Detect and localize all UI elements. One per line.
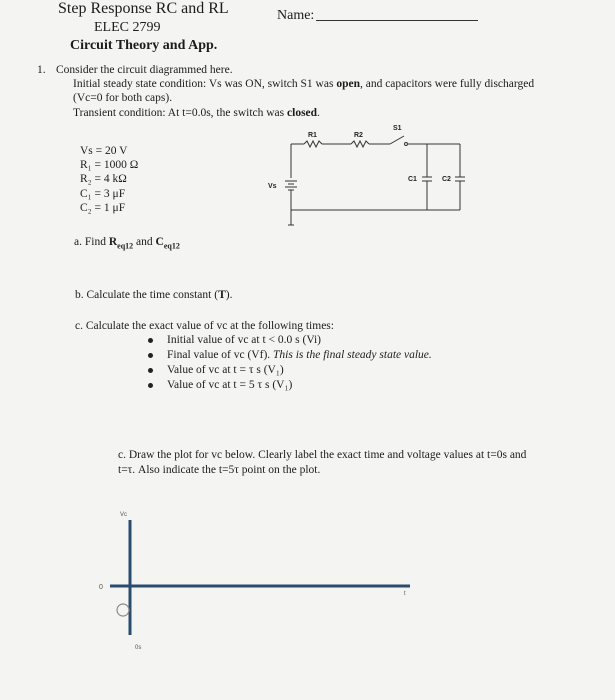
- plot-instruction-1: c. Draw the plot for vc below. Clearly label the exact time and voltage values at t=0s and: [118, 449, 527, 461]
- bullet-2: [148, 349, 432, 361]
- param-r2: R₂ = 4 kΩ: [80, 173, 127, 185]
- part-a-and: and: [136, 236, 153, 248]
- cursor-circle-icon: [117, 604, 129, 616]
- part-a-req-sub: eq12: [117, 241, 134, 251]
- param-c1: C₁ = 3 μF: [80, 188, 126, 200]
- transient-condition-line: [73, 107, 320, 119]
- bullet-2-text: Final value of vc (Vf).: [167, 349, 271, 361]
- initial-condition-rest: , and capacitors were fully discharged: [359, 78, 535, 90]
- origin-label: 0: [99, 584, 103, 591]
- param-c2: C₂ = 1 μF: [80, 202, 126, 214]
- plot-instruction-2: t=τ. Also indicate the t=5τ point on the plot.: [118, 464, 321, 476]
- name-label: Name:: [277, 8, 315, 23]
- part-a-req: R: [108, 236, 118, 248]
- bullet-3: [148, 364, 284, 376]
- part-a-ceq-sub: eq12: [163, 241, 180, 251]
- part-c: c. Calculate the exact value of vc at the following times:: [75, 320, 334, 332]
- param-r1: R₁ = 1000 Ω: [80, 159, 139, 171]
- label-r2: R2: [354, 132, 363, 139]
- initial-condition-text: Initial steady state condition: Vs was ON, switch S1 was: [73, 78, 334, 90]
- resistor-r1: [304, 141, 322, 147]
- label-c1: C1: [408, 176, 417, 183]
- problem-number: 1.: [37, 64, 46, 76]
- plot-axes: [90, 505, 420, 655]
- course-subtitle: Circuit Theory and App.: [70, 38, 218, 53]
- part-b-text: b. Calculate the time constant (: [75, 289, 219, 301]
- bullet-1-text: Initial value of vc at t < 0.0 s (Vi): [167, 334, 321, 346]
- problem-intro: Consider the circuit diagrammed here.: [56, 64, 233, 76]
- bullet-4: [148, 379, 292, 391]
- transient-closed: closed: [287, 107, 318, 119]
- label-vs: Vs: [268, 183, 277, 190]
- initial-condition-note: (Vc=0 for both caps).: [73, 92, 173, 104]
- resistor-r2: [351, 141, 369, 147]
- part-a: [74, 236, 180, 250]
- bullet-3-text: Value of vc at t = τ s (V₁): [167, 364, 284, 376]
- bullet-2-italic: This is the final steady state value.: [273, 349, 432, 361]
- part-a-prefix: a. Find: [74, 236, 106, 248]
- label-r1: R1: [308, 132, 317, 139]
- bullet-4-text: Value of vc at t = 5 τ s (V₁): [167, 379, 293, 391]
- initial-condition-line: [73, 78, 534, 90]
- bullet-1: [148, 334, 321, 346]
- label-s1: S1: [393, 125, 402, 132]
- switch-s1: [390, 136, 404, 144]
- part-b-tau: T: [218, 289, 226, 301]
- y-axis-label: Vc: [120, 512, 128, 518]
- part-a-ceq: C: [155, 236, 164, 248]
- name-field[interactable]: [316, 20, 478, 21]
- transient-end: .: [317, 107, 320, 119]
- part-b-end: ).: [225, 289, 233, 301]
- x-axis-label: t: [404, 591, 406, 597]
- circuit-diagram: [260, 122, 490, 232]
- transient-text: Transient condition: At t=0.0s, the switch was: [73, 107, 285, 119]
- part-b: [75, 289, 232, 301]
- course-code: ELEC 2799: [94, 20, 161, 35]
- label-c2: C2: [442, 176, 451, 183]
- initial-condition-open: open: [336, 78, 360, 90]
- param-vs: Vs = 20 V: [80, 145, 128, 157]
- switch-contact: [405, 143, 408, 146]
- page-title: Step Response RC and RL: [58, 0, 229, 17]
- x-zero-label: 0s: [135, 645, 142, 651]
